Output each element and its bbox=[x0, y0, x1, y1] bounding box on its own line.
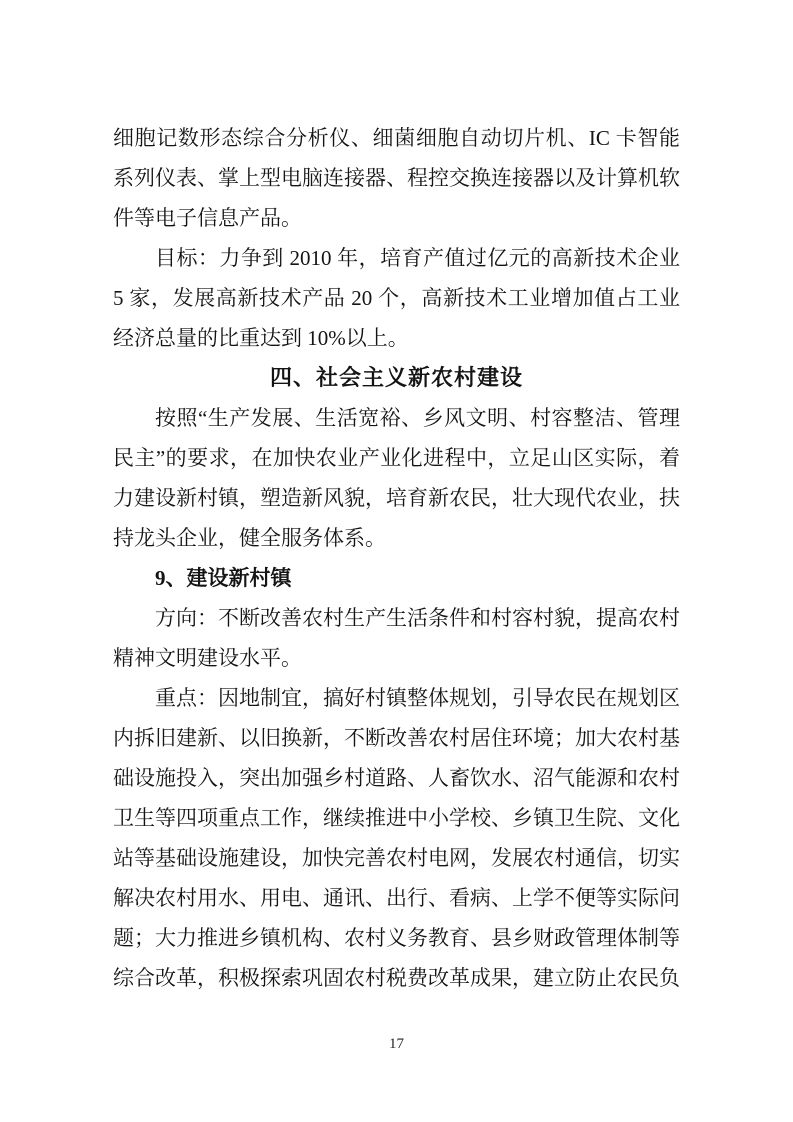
paragraph-focus: 重点：因地制宜，搞好村镇整体规划，引导农民在规划区内拆旧建新、以旧换新，不断改善农村居住环境；加大农村基础设施投入，突出加强乡村道路、人畜饮水、沼气能源和农村卫生等四项重点工作，继续推进中小学校、乡镇卫生院、文化站等基础设施建设，加快完善农村电网，发展农村通信，切实解决农村用水、用电、通讯、出行、看病、上学不便等实际问题；大力推进乡镇机构、农村义务教育、县乡财政管理体制等综合改革，积极探索巩固农村税费改革成果，建立防止农民负 bbox=[113, 686, 680, 990]
page-number: 17 bbox=[389, 1036, 404, 1052]
paragraph-electronics-products: 细胞记数形态综合分析仪、细菌细胞自动切片机、IC 卡智能系列仪表、掌上型电脑连接器、程控交换连接器以及计算机软件等电子信息产品。 bbox=[113, 126, 680, 230]
paragraph-goal-2010: 目标：力争到 2010 年，培育产值过亿元的高新技术企业 5 家，发展高新技术产品 20 个，高新技术工业增加值占工业经济总量的比重达到 10%以上。 bbox=[113, 246, 680, 350]
paragraph-direction: 方向：不断改善农村生产生活条件和村容村貌，提高农村精神文明建设水平。 bbox=[113, 606, 680, 670]
paragraph-principle-requirements: 按照“生产发展、生活宽裕、乡风文明、村容整洁、管理民主”的要求，在加快农业产业化进程中，立足山区实际，着力建设新村镇，塑造新风貌，培育新农民，壮大现代农业，扶持龙头企业，健全服务体系。 bbox=[113, 406, 680, 550]
section-heading-new-countryside: 四、社会主义新农村建设 bbox=[269, 365, 523, 390]
document-body bbox=[113, 118, 680, 998]
subsection-heading-build-new-villages: 9、建设新村镇 bbox=[155, 566, 292, 590]
